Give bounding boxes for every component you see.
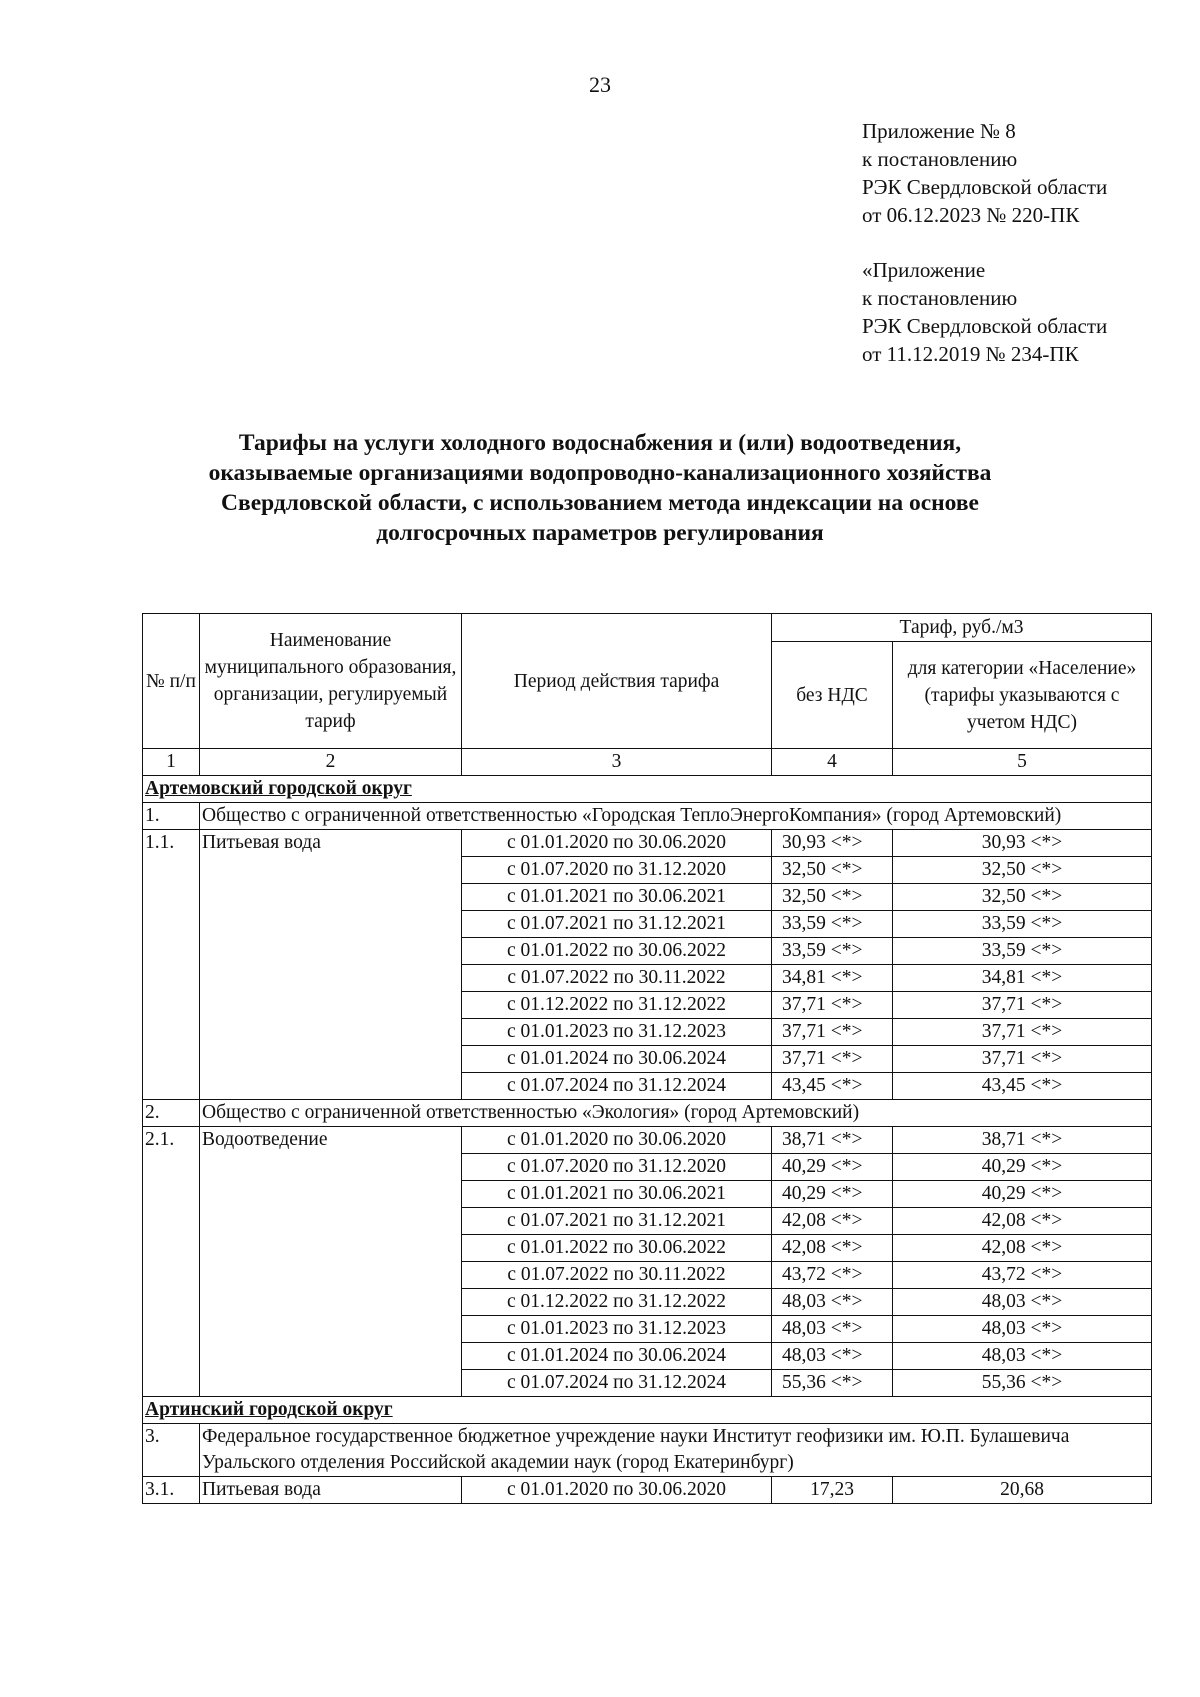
tariff-without-vat: 40,29 <*> <box>772 1181 893 1208</box>
tariff-without-vat: 32,50 <*> <box>772 884 893 911</box>
tariff-population: 55,36 <*> <box>893 1370 1152 1397</box>
table-row <box>143 1477 1152 1504</box>
tariff-population: 37,71 <*> <box>893 1019 1152 1046</box>
tariff-without-vat: 33,59 <*> <box>772 938 893 965</box>
organization-number: 1. <box>143 803 200 830</box>
tariff-population: 43,45 <*> <box>893 1073 1152 1100</box>
tariff-without-vat: 48,03 <*> <box>772 1289 893 1316</box>
tariff-population: 37,71 <*> <box>893 992 1152 1019</box>
organization-number: 2. <box>143 1100 200 1127</box>
organization-name: Общество с ограниченной ответственностью «Экология» (город Артемовский) <box>200 1100 1152 1127</box>
column-number: 3 <box>462 749 772 776</box>
service-number: 2.1. <box>143 1127 200 1397</box>
tariff-without-vat: 55,36 <*> <box>772 1370 893 1397</box>
tariff-without-vat: 17,23 <box>772 1477 893 1504</box>
tariff-population: 30,93 <*> <box>893 830 1152 857</box>
title-line: оказываемые организациями водопроводно-канализационного хозяйства <box>208 460 992 486</box>
tariff-without-vat: 42,08 <*> <box>772 1208 893 1235</box>
header-population: для категории «Население» (тарифы указываются с учетом НДС) <box>893 642 1152 749</box>
annex-original-line: «Приложение <box>862 258 986 282</box>
column-number: 1 <box>143 749 200 776</box>
tariff-population: 38,71 <*> <box>893 1127 1152 1154</box>
tariff-population: 40,29 <*> <box>893 1181 1152 1208</box>
tariff-period: с 01.01.2022 по 30.06.2022 <box>462 1235 772 1262</box>
tariff-population: 34,81 <*> <box>893 965 1152 992</box>
tariff-without-vat: 33,59 <*> <box>772 911 893 938</box>
district-name: Артемовский городской округ <box>143 776 1152 803</box>
annex-current-line: РЭК Свердловской области <box>862 175 1108 199</box>
tariff-period: с 01.07.2020 по 31.12.2020 <box>462 1154 772 1181</box>
tariff-without-vat: 40,29 <*> <box>772 1154 893 1181</box>
annex-current-line: Приложение № 8 <box>862 119 1016 143</box>
organization-row <box>143 1100 1152 1127</box>
tariff-period: с 01.01.2020 по 30.06.2020 <box>462 1127 772 1154</box>
tariff-period: с 01.07.2021 по 31.12.2021 <box>462 1208 772 1235</box>
tariff-period: с 01.07.2021 по 31.12.2021 <box>462 911 772 938</box>
tariff-period: с 01.07.2020 по 31.12.2020 <box>462 857 772 884</box>
service-name: Питьевая вода <box>200 830 462 1100</box>
tariff-without-vat: 43,72 <*> <box>772 1262 893 1289</box>
annex-current-line: от 06.12.2023 № 220-ПК <box>862 203 1080 227</box>
tariff-period: с 01.07.2024 по 31.12.2024 <box>462 1370 772 1397</box>
district-row <box>143 776 1152 803</box>
tariff-without-vat: 32,50 <*> <box>772 857 893 884</box>
title-line: Тарифы на услуги холодного водоснабжения и (или) водоотведения, <box>238 430 962 456</box>
tariff-population: 33,59 <*> <box>893 938 1152 965</box>
column-number: 2 <box>200 749 462 776</box>
tariff-period: с 01.01.2024 по 30.06.2024 <box>462 1046 772 1073</box>
tariff-without-vat: 30,93 <*> <box>772 830 893 857</box>
header-without-vat: без НДС <box>772 642 893 749</box>
tariff-period: с 01.12.2022 по 31.12.2022 <box>462 1289 772 1316</box>
column-number: 4 <box>772 749 893 776</box>
service-name: Водоотведение <box>200 1127 462 1397</box>
tariff-table-body <box>143 776 1152 1504</box>
tariff-without-vat: 48,03 <*> <box>772 1343 893 1370</box>
tariff-period: с 01.07.2024 по 31.12.2024 <box>462 1073 772 1100</box>
tariff-period: с 01.01.2021 по 30.06.2021 <box>462 884 772 911</box>
tariff-table <box>142 613 1152 1504</box>
tariff-without-vat: 43,45 <*> <box>772 1073 893 1100</box>
tariff-population: 48,03 <*> <box>893 1289 1152 1316</box>
tariff-period: с 01.01.2022 по 30.06.2022 <box>462 938 772 965</box>
tariff-without-vat: 38,71 <*> <box>772 1127 893 1154</box>
service-name: Питьевая вода <box>200 1477 462 1504</box>
tariff-period: с 01.01.2023 по 31.12.2023 <box>462 1316 772 1343</box>
organization-number: 3. <box>143 1424 200 1477</box>
tariff-population: 48,03 <*> <box>893 1316 1152 1343</box>
header-period: Период действия тарифа <box>462 614 772 749</box>
document-title <box>150 428 1050 548</box>
tariff-population: 32,50 <*> <box>893 857 1152 884</box>
district-name: Артинский городской округ <box>143 1397 1152 1424</box>
tariff-period: с 01.01.2020 по 30.06.2020 <box>462 830 772 857</box>
table-row <box>143 1127 1152 1154</box>
organization-row <box>143 1424 1152 1477</box>
tariff-population: 20,68 <box>893 1477 1152 1504</box>
tariff-period: с 01.01.2023 по 31.12.2023 <box>462 1019 772 1046</box>
annex-original-line: от 11.12.2019 № 234-ПК <box>862 342 1079 366</box>
tariff-without-vat: 37,71 <*> <box>772 1046 893 1073</box>
tariff-population: 32,50 <*> <box>893 884 1152 911</box>
organization-name: Федеральное государственное бюджетное учреждение науки Институт геофизики им. Ю.П. Булашевича Уральского отделения Российской академии наук (город Екатеринбург) <box>200 1424 1152 1477</box>
annex-current <box>862 117 1107 229</box>
tariff-without-vat: 37,71 <*> <box>772 992 893 1019</box>
annex-original-line: к постановлению <box>862 286 1018 310</box>
tariff-period: с 01.01.2021 по 30.06.2021 <box>462 1181 772 1208</box>
tariff-population: 43,72 <*> <box>893 1262 1152 1289</box>
district-row <box>143 1397 1152 1424</box>
title-line: долгосрочных параметров регулирования <box>376 520 824 546</box>
tariff-without-vat: 48,03 <*> <box>772 1316 893 1343</box>
table-row <box>143 830 1152 857</box>
title-line: Свердловской области, с использованием метода индексации на основе <box>221 490 979 516</box>
page-number: 23 <box>589 72 611 97</box>
tariff-period: с 01.01.2024 по 30.06.2024 <box>462 1343 772 1370</box>
header-tariff: Тариф, руб./м3 <box>772 614 1152 642</box>
annex-original <box>862 256 1107 368</box>
tariff-period: с 01.12.2022 по 31.12.2022 <box>462 992 772 1019</box>
tariff-period: с 01.01.2020 по 30.06.2020 <box>462 1477 772 1504</box>
tariff-population: 42,08 <*> <box>893 1208 1152 1235</box>
annex-current-line: к постановлению <box>862 147 1018 171</box>
tariff-population: 33,59 <*> <box>893 911 1152 938</box>
tariff-population: 37,71 <*> <box>893 1046 1152 1073</box>
service-number: 1.1. <box>143 830 200 1100</box>
header-name: Наименование муниципального образования, организации, регулируемый тариф <box>200 614 462 749</box>
tariff-without-vat: 42,08 <*> <box>772 1235 893 1262</box>
organization-name: Общество с ограниченной ответственностью «Городская ТеплоЭнергоКомпания» (город Артемовский) <box>200 803 1152 830</box>
tariff-period: с 01.07.2022 по 30.11.2022 <box>462 1262 772 1289</box>
organization-row <box>143 803 1152 830</box>
header-number: № п/п <box>143 614 200 749</box>
column-number: 5 <box>893 749 1152 776</box>
service-number: 3.1. <box>143 1477 200 1504</box>
tariff-population: 42,08 <*> <box>893 1235 1152 1262</box>
tariff-without-vat: 34,81 <*> <box>772 965 893 992</box>
annex-original-line: РЭК Свердловской области <box>862 314 1108 338</box>
tariff-population: 40,29 <*> <box>893 1154 1152 1181</box>
tariff-population: 48,03 <*> <box>893 1343 1152 1370</box>
tariff-period: с 01.07.2022 по 30.11.2022 <box>462 965 772 992</box>
tariff-without-vat: 37,71 <*> <box>772 1019 893 1046</box>
